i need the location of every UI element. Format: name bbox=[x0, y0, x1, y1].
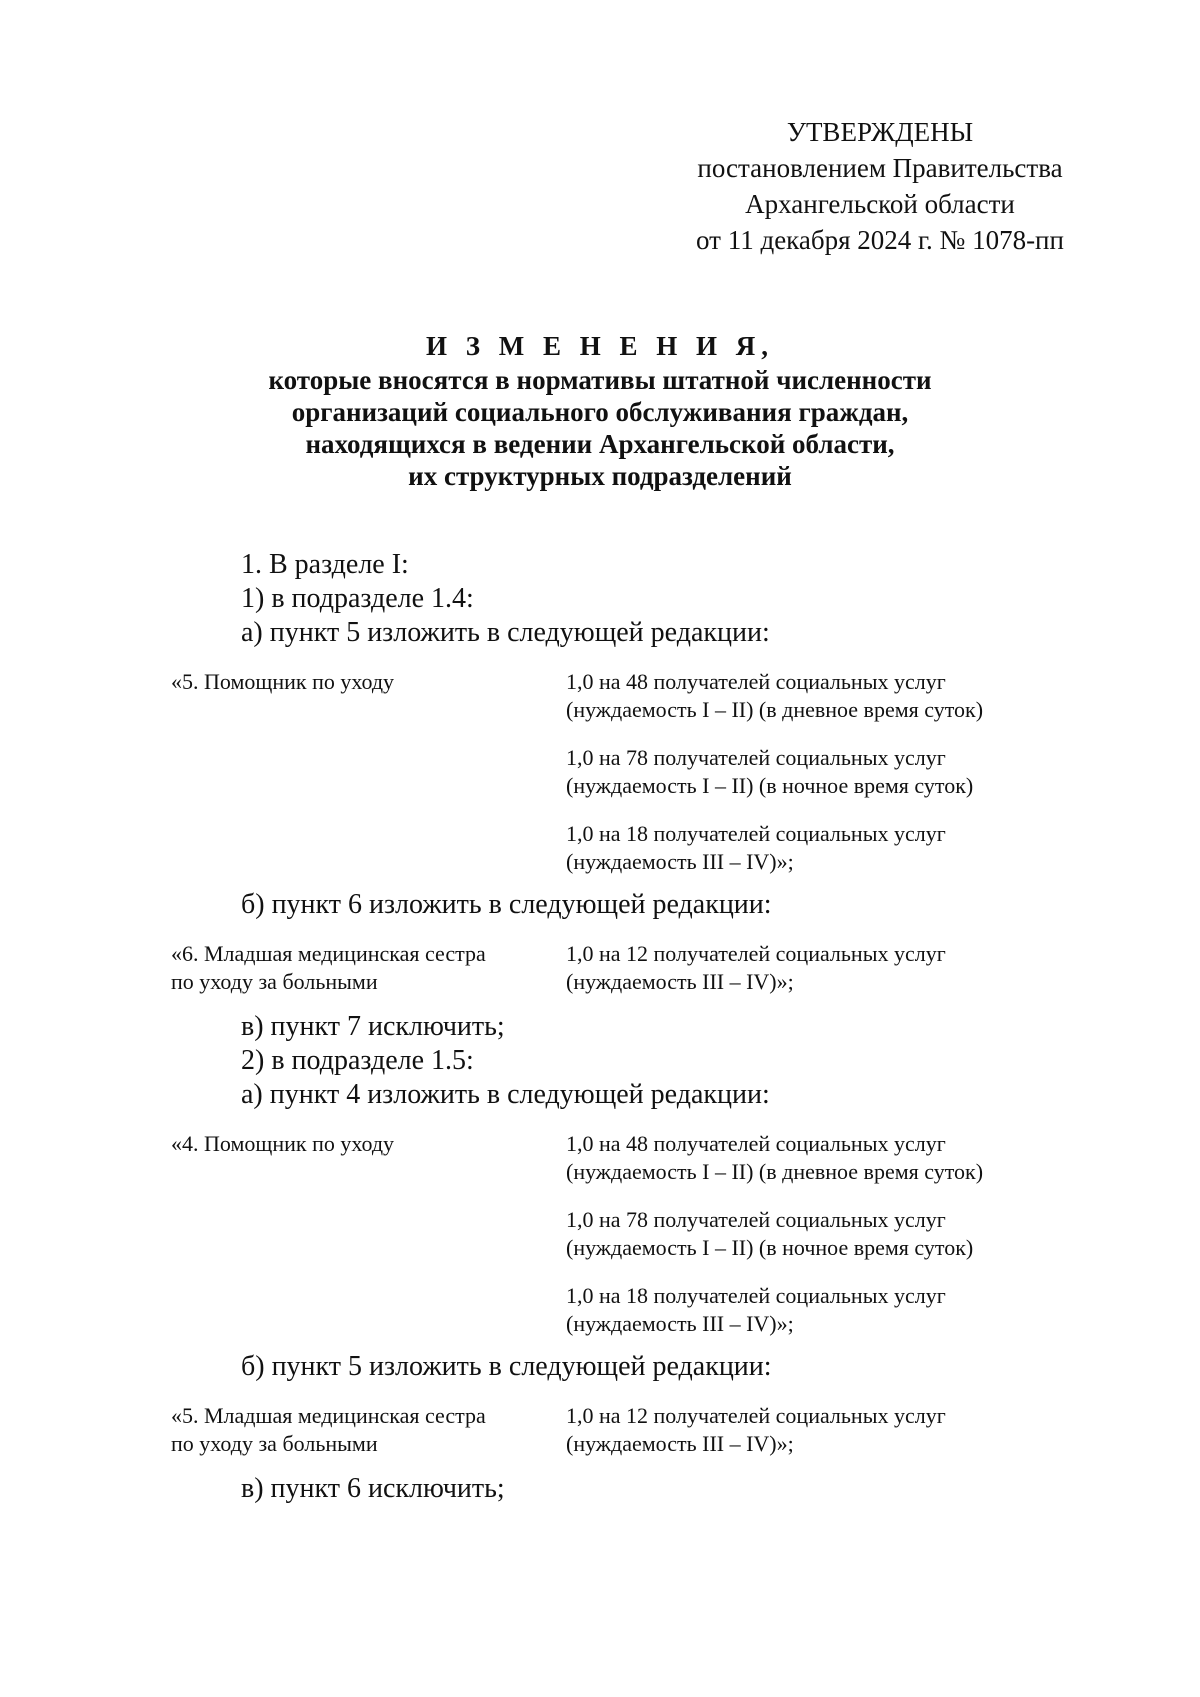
norm-values bbox=[566, 940, 1086, 996]
norm-values bbox=[566, 668, 1086, 876]
paragraph-subsection-1-5: 2) в подразделе 1.5: bbox=[241, 1045, 474, 1076]
norm-value bbox=[566, 820, 1086, 876]
norm-value-line: (нуждаемость III – IV)»; bbox=[566, 849, 794, 874]
norm-position bbox=[171, 940, 566, 996]
heading-line: их структурных подразделений bbox=[408, 461, 792, 491]
norm-position-line: «5. Младшая медицинская сестра bbox=[171, 1403, 486, 1428]
norm-value-line: (нуждаемость III – IV)»; bbox=[566, 1311, 794, 1336]
heading-title: И З М Е Н Е Н И Я, bbox=[425, 331, 774, 361]
paragraph-subsection-1-4: 1) в подразделе 1.4: bbox=[241, 583, 474, 614]
approval-stamp bbox=[680, 114, 1080, 258]
norm-position-line: по уходу за больными bbox=[171, 1431, 378, 1456]
paragraph-item-c: в) пункт 7 исключить; bbox=[241, 1011, 505, 1042]
norm-table-2 bbox=[171, 940, 1071, 996]
norm-position-line: «5. Помощник по уходу bbox=[171, 669, 395, 694]
paragraph-item-b: б) пункт 6 изложить в следующей редакции: bbox=[241, 889, 772, 920]
norm-value-line: 1,0 на 12 получателей социальных услуг bbox=[566, 941, 946, 966]
approval-region: Архангельской области bbox=[745, 189, 1015, 219]
norm-value-line: 1,0 на 48 получателей социальных услуг bbox=[566, 1131, 946, 1156]
norm-position-line: «6. Младшая медицинская сестра bbox=[171, 941, 486, 966]
approval-date-number: от 11 декабря 2024 г. № 1078-пп bbox=[696, 225, 1064, 255]
paragraph-item-b: б) пункт 5 изложить в следующей редакции: bbox=[241, 1351, 772, 1382]
approval-decree: постановлением Правительства bbox=[697, 153, 1063, 183]
norm-value-line: 1,0 на 18 получателей социальных услуг bbox=[566, 1283, 946, 1308]
heading-line: организаций социального обслуживания граждан, bbox=[291, 397, 909, 427]
norm-value-line: (нуждаемость I – II) (в ночное время суток) bbox=[566, 773, 974, 798]
norm-position-line: по уходу за больными bbox=[171, 969, 378, 994]
norm-table-3 bbox=[171, 1130, 1071, 1338]
norm-value-line: 1,0 на 18 получателей социальных услуг bbox=[566, 821, 946, 846]
norm-value bbox=[566, 1206, 1086, 1262]
norm-position bbox=[171, 1130, 566, 1338]
norm-value-line: (нуждаемость I – II) (в дневное время суток) bbox=[566, 1159, 984, 1184]
norm-value-line: 1,0 на 78 получателей социальных услуг bbox=[566, 745, 946, 770]
paragraph-item-a: а) пункт 5 изложить в следующей редакции: bbox=[241, 617, 770, 648]
norm-value bbox=[566, 668, 1086, 724]
norm-value bbox=[566, 1402, 1086, 1458]
norm-value bbox=[566, 1282, 1086, 1338]
norm-value-line: (нуждаемость I – II) (в ночное время суток) bbox=[566, 1235, 974, 1260]
norm-value-line: (нуждаемость III – IV)»; bbox=[566, 1431, 794, 1456]
norm-table-1 bbox=[171, 668, 1071, 876]
paragraph-item-a: а) пункт 4 изложить в следующей редакции: bbox=[241, 1079, 770, 1110]
norm-value bbox=[566, 1130, 1086, 1186]
paragraph-section-1: 1. В разделе I: bbox=[241, 549, 409, 580]
norm-position-line: «4. Помощник по уходу bbox=[171, 1131, 395, 1156]
norm-value-line: (нуждаемость I – II) (в дневное время суток) bbox=[566, 697, 984, 722]
approval-title: УТВЕРЖДЕНЫ bbox=[786, 117, 974, 147]
norm-value bbox=[566, 744, 1086, 800]
norm-value-line: 1,0 на 78 получателей социальных услуг bbox=[566, 1207, 946, 1232]
heading-line: которые вносятся в нормативы штатной численности bbox=[268, 365, 932, 395]
norm-table-4 bbox=[171, 1402, 1071, 1458]
document-body bbox=[171, 548, 1071, 1506]
norm-position bbox=[171, 1402, 566, 1458]
heading-line: находящихся в ведении Архангельской области, bbox=[305, 429, 895, 459]
norm-value-line: 1,0 на 48 получателей социальных услуг bbox=[566, 669, 946, 694]
norm-values bbox=[566, 1402, 1086, 1458]
norm-value-line: (нуждаемость III – IV)»; bbox=[566, 969, 794, 994]
norm-values bbox=[566, 1130, 1086, 1338]
norm-value bbox=[566, 940, 1086, 996]
norm-position bbox=[171, 668, 566, 876]
paragraph-item-c: в) пункт 6 исключить; bbox=[241, 1473, 505, 1504]
norm-value-line: 1,0 на 12 получателей социальных услуг bbox=[566, 1403, 946, 1428]
document-heading bbox=[150, 330, 1050, 492]
